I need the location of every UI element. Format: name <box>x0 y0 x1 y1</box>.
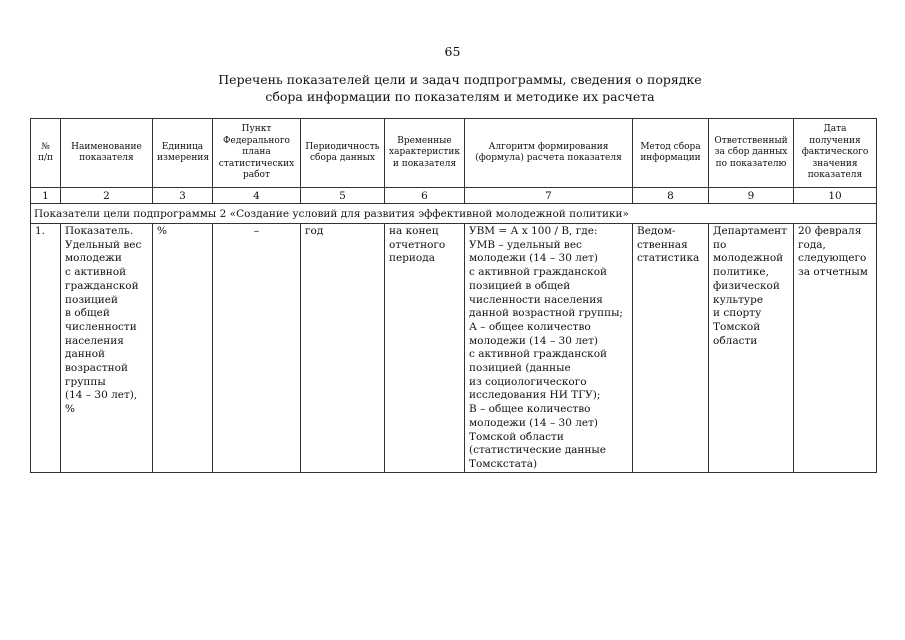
collection-method: Ведом- ственная статистика <box>633 224 709 473</box>
column-number: 4 <box>213 188 301 204</box>
header-cell-responsible: Ответственный за сбор данных по показателю <box>709 119 794 188</box>
header-cell-number: № п/п <box>31 119 61 188</box>
column-number: 9 <box>709 188 794 204</box>
column-number: 2 <box>61 188 153 204</box>
column-number: 5 <box>301 188 385 204</box>
title-line-2: сбора информации по показателям и методике их расчета <box>265 89 655 104</box>
column-number: 10 <box>794 188 877 204</box>
indicator-name: Показатель. Удельный вес молодежи с активной гражданской позицией в общей численности населения данной возрастной группы (14 – 30 лет), % <box>61 224 153 473</box>
header-cell-periodicity: Периодичность сбора данных <box>301 119 385 188</box>
header-cell-time-characteristic: Временные характеристик и показателя <box>385 119 465 188</box>
document-title <box>150 71 770 105</box>
header-cell-date: Дата получения фактического значения показателя <box>794 119 877 188</box>
periodicity: год <box>301 224 385 473</box>
column-number: 3 <box>153 188 213 204</box>
column-number-row <box>31 188 877 204</box>
indicators-table <box>30 118 877 473</box>
column-number: 7 <box>465 188 633 204</box>
column-number: 6 <box>385 188 465 204</box>
row-number: 1. <box>31 224 61 473</box>
header-cell-name: Наименование показателя <box>61 119 153 188</box>
header-cell-fed-plan: Пункт Федерального плана статистических работ <box>213 119 301 188</box>
section-title: Показатели цели подпрограммы 2 «Создание условий для развития эффективной молодежной политики» <box>31 204 877 224</box>
responsible: Департамент по молодежной политике, физической культуре и спорту Томской области <box>709 224 794 473</box>
actual-value-date: 20 февраля года, следующего за отчетным <box>794 224 877 473</box>
table-row <box>31 224 877 473</box>
header-row <box>31 119 877 188</box>
column-number: 1 <box>31 188 61 204</box>
indicator-unit: % <box>153 224 213 473</box>
column-number: 8 <box>633 188 709 204</box>
section-row <box>31 204 877 224</box>
page-number: 65 <box>444 44 461 59</box>
header-cell-method: Метод сбора информации <box>633 119 709 188</box>
title-line-1: Перечень показателей цели и задач подпрограммы, сведения о порядке <box>218 72 702 87</box>
header-cell-unit: Единица измерения <box>153 119 213 188</box>
algorithm: УВМ = А х 100 / В, где: УМВ – удельный вес молодежи (14 – 30 лет) с активной гражданской позицией в общей численности населения данной возрастной группы; А – общее количество молодежи (14 – 30 лет) с активной гражданской позицией (данные из социологического исследования НИ ТГУ); В – общее количество молодежи (14 – 30 лет) Томской области (статистические данные Томскстата) <box>465 224 633 473</box>
fed-plan-item: – <box>213 224 301 473</box>
header-cell-algorithm: Алгоритм формирования (формула) расчета показателя <box>465 119 633 188</box>
time-characteristic: на конец отчетного периода <box>385 224 465 473</box>
